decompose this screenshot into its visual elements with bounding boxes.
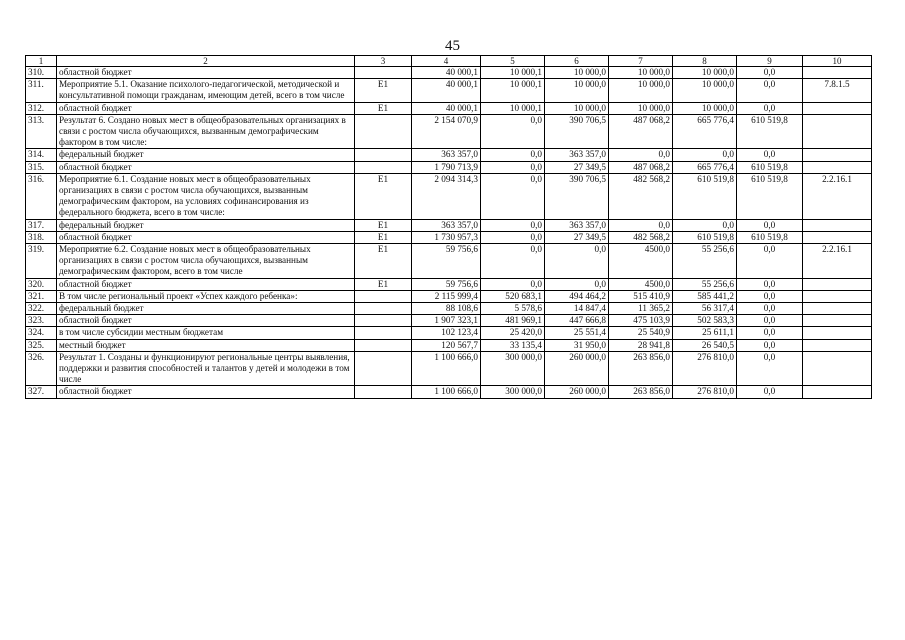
row-description: областной бюджет (57, 67, 355, 79)
row-description: Мероприятие 6.2. Создание новых мест в общеобразовательных организациях в связи с ростом числа обучающихся, вызванным демографическим фактором, всего в том числе (57, 244, 355, 279)
value-col-8: 25 611,1 (673, 327, 737, 339)
header-row (26, 56, 872, 67)
value-col-6: 10 000,0 (545, 79, 609, 102)
value-col-5: 25 420,0 (481, 327, 545, 339)
row-description: Результат 1. Созданы и функционируют региональные центры выявления, поддержки и развития способностей и талантов у детей и молодежи в том числе (57, 351, 355, 386)
table-row (26, 315, 872, 327)
row-code: Е1 (355, 278, 412, 290)
value-col-9: 610 519,8 (737, 114, 803, 149)
reference-col-10 (803, 67, 872, 79)
value-col-5: 0,0 (481, 244, 545, 279)
value-col-7: 25 540,9 (609, 327, 673, 339)
table-row (26, 303, 872, 315)
value-col-7: 28 941,8 (609, 339, 673, 351)
value-col-9: 0,0 (737, 290, 803, 302)
value-col-5: 0,0 (481, 219, 545, 231)
row-description: Мероприятие 5.1. Оказание психолого-педагогической, методической и консультативной помощи гражданам, имеющим детей, всего в том числе (57, 79, 355, 102)
reference-col-10 (803, 386, 872, 398)
value-col-4: 59 756,6 (412, 278, 481, 290)
value-col-5: 10 000,1 (481, 79, 545, 102)
table-row (26, 102, 872, 114)
row-number: 311. (26, 79, 57, 102)
value-col-6: 390 706,5 (545, 173, 609, 219)
value-col-4: 40 000,1 (412, 67, 481, 79)
row-number: 312. (26, 102, 57, 114)
value-col-7: 475 103,9 (609, 315, 673, 327)
row-code: Е1 (355, 79, 412, 102)
column-header: 2 (57, 56, 355, 67)
table-row (26, 79, 872, 102)
reference-col-10: 7.8.1.5 (803, 79, 872, 102)
row-description: федеральный бюджет (57, 149, 355, 161)
value-col-5: 10 000,1 (481, 102, 545, 114)
value-col-9: 0,0 (737, 351, 803, 386)
row-number: 315. (26, 161, 57, 173)
value-col-7: 10 000,0 (609, 79, 673, 102)
value-col-7: 0,0 (609, 219, 673, 231)
row-number: 323. (26, 315, 57, 327)
value-col-6: 260 000,0 (545, 386, 609, 398)
row-description: областной бюджет (57, 102, 355, 114)
value-col-9: 610 519,8 (737, 161, 803, 173)
column-header: 7 (609, 56, 673, 67)
value-col-9: 0,0 (737, 303, 803, 315)
value-col-4: 88 108,6 (412, 303, 481, 315)
value-col-5: 0,0 (481, 161, 545, 173)
column-header: 3 (355, 56, 412, 67)
value-col-8: 276 810,0 (673, 386, 737, 398)
reference-col-10 (803, 114, 872, 149)
value-col-6: 363 357,0 (545, 219, 609, 231)
value-col-4: 363 357,0 (412, 149, 481, 161)
row-code: Е1 (355, 102, 412, 114)
value-col-6: 494 464,2 (545, 290, 609, 302)
value-col-8: 610 519,8 (673, 173, 737, 219)
value-col-7: 263 856,0 (609, 386, 673, 398)
value-col-9: 0,0 (737, 386, 803, 398)
value-col-8: 585 441,2 (673, 290, 737, 302)
row-description: В том числе региональный проект «Успех каждого ребенка»: (57, 290, 355, 302)
reference-col-10 (803, 231, 872, 243)
reference-col-10 (803, 315, 872, 327)
table-row (26, 173, 872, 219)
value-col-5: 0,0 (481, 149, 545, 161)
value-col-6: 260 000,0 (545, 351, 609, 386)
value-col-8: 55 256,6 (673, 244, 737, 279)
value-col-8: 665 776,4 (673, 161, 737, 173)
value-col-8: 55 256,6 (673, 278, 737, 290)
value-col-6: 447 666,8 (545, 315, 609, 327)
row-description: областной бюджет (57, 278, 355, 290)
row-code (355, 339, 412, 351)
row-code: Е1 (355, 244, 412, 279)
value-col-4: 59 756,6 (412, 244, 481, 279)
value-col-4: 40 000,1 (412, 102, 481, 114)
row-code (355, 351, 412, 386)
row-code (355, 303, 412, 315)
row-description: федеральный бюджет (57, 219, 355, 231)
reference-col-10 (803, 303, 872, 315)
row-code (355, 149, 412, 161)
row-number: 317. (26, 219, 57, 231)
table-row (26, 290, 872, 302)
value-col-5: 5 578,6 (481, 303, 545, 315)
reference-col-10 (803, 219, 872, 231)
reference-col-10 (803, 339, 872, 351)
value-col-6: 0,0 (545, 244, 609, 279)
value-col-9: 0,0 (737, 278, 803, 290)
value-col-4: 2 094 314,3 (412, 173, 481, 219)
value-col-4: 2 154 070,9 (412, 114, 481, 149)
value-col-7: 263 856,0 (609, 351, 673, 386)
value-col-6: 10 000,0 (545, 67, 609, 79)
table-row (26, 149, 872, 161)
value-col-4: 1 790 713,9 (412, 161, 481, 173)
value-col-5: 0,0 (481, 173, 545, 219)
table-body (26, 67, 872, 399)
value-col-9: 0,0 (737, 327, 803, 339)
value-col-9: 0,0 (737, 339, 803, 351)
row-code (355, 114, 412, 149)
column-header: 4 (412, 56, 481, 67)
row-number: 319. (26, 244, 57, 279)
column-header: 1 (26, 56, 57, 67)
value-col-6: 363 357,0 (545, 149, 609, 161)
value-col-6: 25 551,4 (545, 327, 609, 339)
column-header: 6 (545, 56, 609, 67)
row-description: федеральный бюджет (57, 303, 355, 315)
column-header: 10 (803, 56, 872, 67)
table-row (26, 219, 872, 231)
row-description: Мероприятие 6.1. Создание новых мест в общеобразовательных организациях в связи с ростом числа обучающихся, вызванным демографическим фактором, на условиях софинансирования из федерального бюджета, всего в том числе: (57, 173, 355, 219)
row-number: 324. (26, 327, 57, 339)
value-col-4: 1 100 666,0 (412, 351, 481, 386)
reference-col-10 (803, 102, 872, 114)
value-col-4: 363 357,0 (412, 219, 481, 231)
value-col-8: 10 000,0 (673, 102, 737, 114)
table-row (26, 231, 872, 243)
value-col-7: 482 568,2 (609, 173, 673, 219)
value-col-8: 0,0 (673, 149, 737, 161)
value-col-7: 4500,0 (609, 278, 673, 290)
value-col-6: 390 706,5 (545, 114, 609, 149)
value-col-8: 0,0 (673, 219, 737, 231)
value-col-4: 40 000,1 (412, 79, 481, 102)
row-number: 314. (26, 149, 57, 161)
value-col-5: 33 135,4 (481, 339, 545, 351)
value-col-4: 102 123,4 (412, 327, 481, 339)
value-col-9: 0,0 (737, 315, 803, 327)
table-row (26, 351, 872, 386)
value-col-7: 487 068,2 (609, 161, 673, 173)
value-col-7: 10 000,0 (609, 67, 673, 79)
row-code (355, 315, 412, 327)
row-description: областной бюджет (57, 231, 355, 243)
value-col-9: 0,0 (737, 149, 803, 161)
reference-col-10 (803, 149, 872, 161)
table-row (26, 114, 872, 149)
reference-col-10 (803, 278, 872, 290)
row-description: областной бюджет (57, 315, 355, 327)
table-row (26, 67, 872, 79)
value-col-4: 120 567,7 (412, 339, 481, 351)
row-number: 322. (26, 303, 57, 315)
row-number: 320. (26, 278, 57, 290)
value-col-9: 0,0 (737, 79, 803, 102)
row-code (355, 290, 412, 302)
value-col-9: 0,0 (737, 244, 803, 279)
value-col-5: 481 969,1 (481, 315, 545, 327)
value-col-8: 276 810,0 (673, 351, 737, 386)
table-row (26, 278, 872, 290)
row-code (355, 161, 412, 173)
value-col-7: 0,0 (609, 149, 673, 161)
value-col-6: 27 349,5 (545, 161, 609, 173)
value-col-5: 0,0 (481, 114, 545, 149)
row-number: 318. (26, 231, 57, 243)
value-col-4: 1 907 323,1 (412, 315, 481, 327)
value-col-5: 300 000,0 (481, 386, 545, 398)
value-col-7: 487 068,2 (609, 114, 673, 149)
row-description: местный бюджет (57, 339, 355, 351)
value-col-8: 665 776,4 (673, 114, 737, 149)
value-col-8: 502 583,3 (673, 315, 737, 327)
row-code (355, 67, 412, 79)
row-description: Результат 6. Создано новых мест в общеобразовательных организациях в связи с ростом числа обучающихся, вызванным демографическим фактором в том числе: (57, 114, 355, 149)
value-col-4: 1 100 666,0 (412, 386, 481, 398)
row-number: 316. (26, 173, 57, 219)
reference-col-10 (803, 290, 872, 302)
value-col-5: 520 683,1 (481, 290, 545, 302)
value-col-6: 31 950,0 (545, 339, 609, 351)
reference-col-10: 2.2.16.1 (803, 244, 872, 279)
reference-col-10 (803, 161, 872, 173)
row-number: 327. (26, 386, 57, 398)
reference-col-10 (803, 351, 872, 386)
table-row (26, 386, 872, 398)
value-col-9: 610 519,8 (737, 173, 803, 219)
value-col-5: 300 000,0 (481, 351, 545, 386)
table-row (26, 161, 872, 173)
value-col-7: 10 000,0 (609, 102, 673, 114)
value-col-5: 10 000,1 (481, 67, 545, 79)
value-col-7: 482 568,2 (609, 231, 673, 243)
budget-table (25, 55, 872, 399)
row-description: в том числе субсидии местным бюджетам (57, 327, 355, 339)
value-col-8: 56 317,4 (673, 303, 737, 315)
value-col-9: 0,0 (737, 219, 803, 231)
value-col-4: 1 730 957,3 (412, 231, 481, 243)
value-col-6: 27 349,5 (545, 231, 609, 243)
value-col-8: 10 000,0 (673, 79, 737, 102)
value-col-8: 10 000,0 (673, 67, 737, 79)
value-col-8: 610 519,8 (673, 231, 737, 243)
value-col-6: 14 847,4 (545, 303, 609, 315)
row-code (355, 327, 412, 339)
table-row (26, 327, 872, 339)
value-col-4: 2 115 999,4 (412, 290, 481, 302)
row-number: 325. (26, 339, 57, 351)
value-col-9: 0,0 (737, 67, 803, 79)
value-col-7: 515 410,9 (609, 290, 673, 302)
row-number: 313. (26, 114, 57, 149)
reference-col-10 (803, 327, 872, 339)
column-header: 9 (737, 56, 803, 67)
row-number: 310. (26, 67, 57, 79)
column-header: 5 (481, 56, 545, 67)
table-row (26, 339, 872, 351)
column-header: 8 (673, 56, 737, 67)
reference-col-10: 2.2.16.1 (803, 173, 872, 219)
row-description: областной бюджет (57, 161, 355, 173)
value-col-8: 26 540,5 (673, 339, 737, 351)
value-col-6: 0,0 (545, 278, 609, 290)
row-number: 321. (26, 290, 57, 302)
row-number: 326. (26, 351, 57, 386)
value-col-9: 0,0 (737, 102, 803, 114)
row-code (355, 386, 412, 398)
value-col-6: 10 000,0 (545, 102, 609, 114)
value-col-9: 610 519,8 (737, 231, 803, 243)
row-code: Е1 (355, 173, 412, 219)
row-code: Е1 (355, 219, 412, 231)
table-row (26, 244, 872, 279)
row-code: Е1 (355, 231, 412, 243)
value-col-7: 11 365,2 (609, 303, 673, 315)
value-col-5: 0,0 (481, 231, 545, 243)
row-description: областной бюджет (57, 386, 355, 398)
page-number: 45 (445, 38, 460, 54)
value-col-5: 0,0 (481, 278, 545, 290)
value-col-7: 4500,0 (609, 244, 673, 279)
